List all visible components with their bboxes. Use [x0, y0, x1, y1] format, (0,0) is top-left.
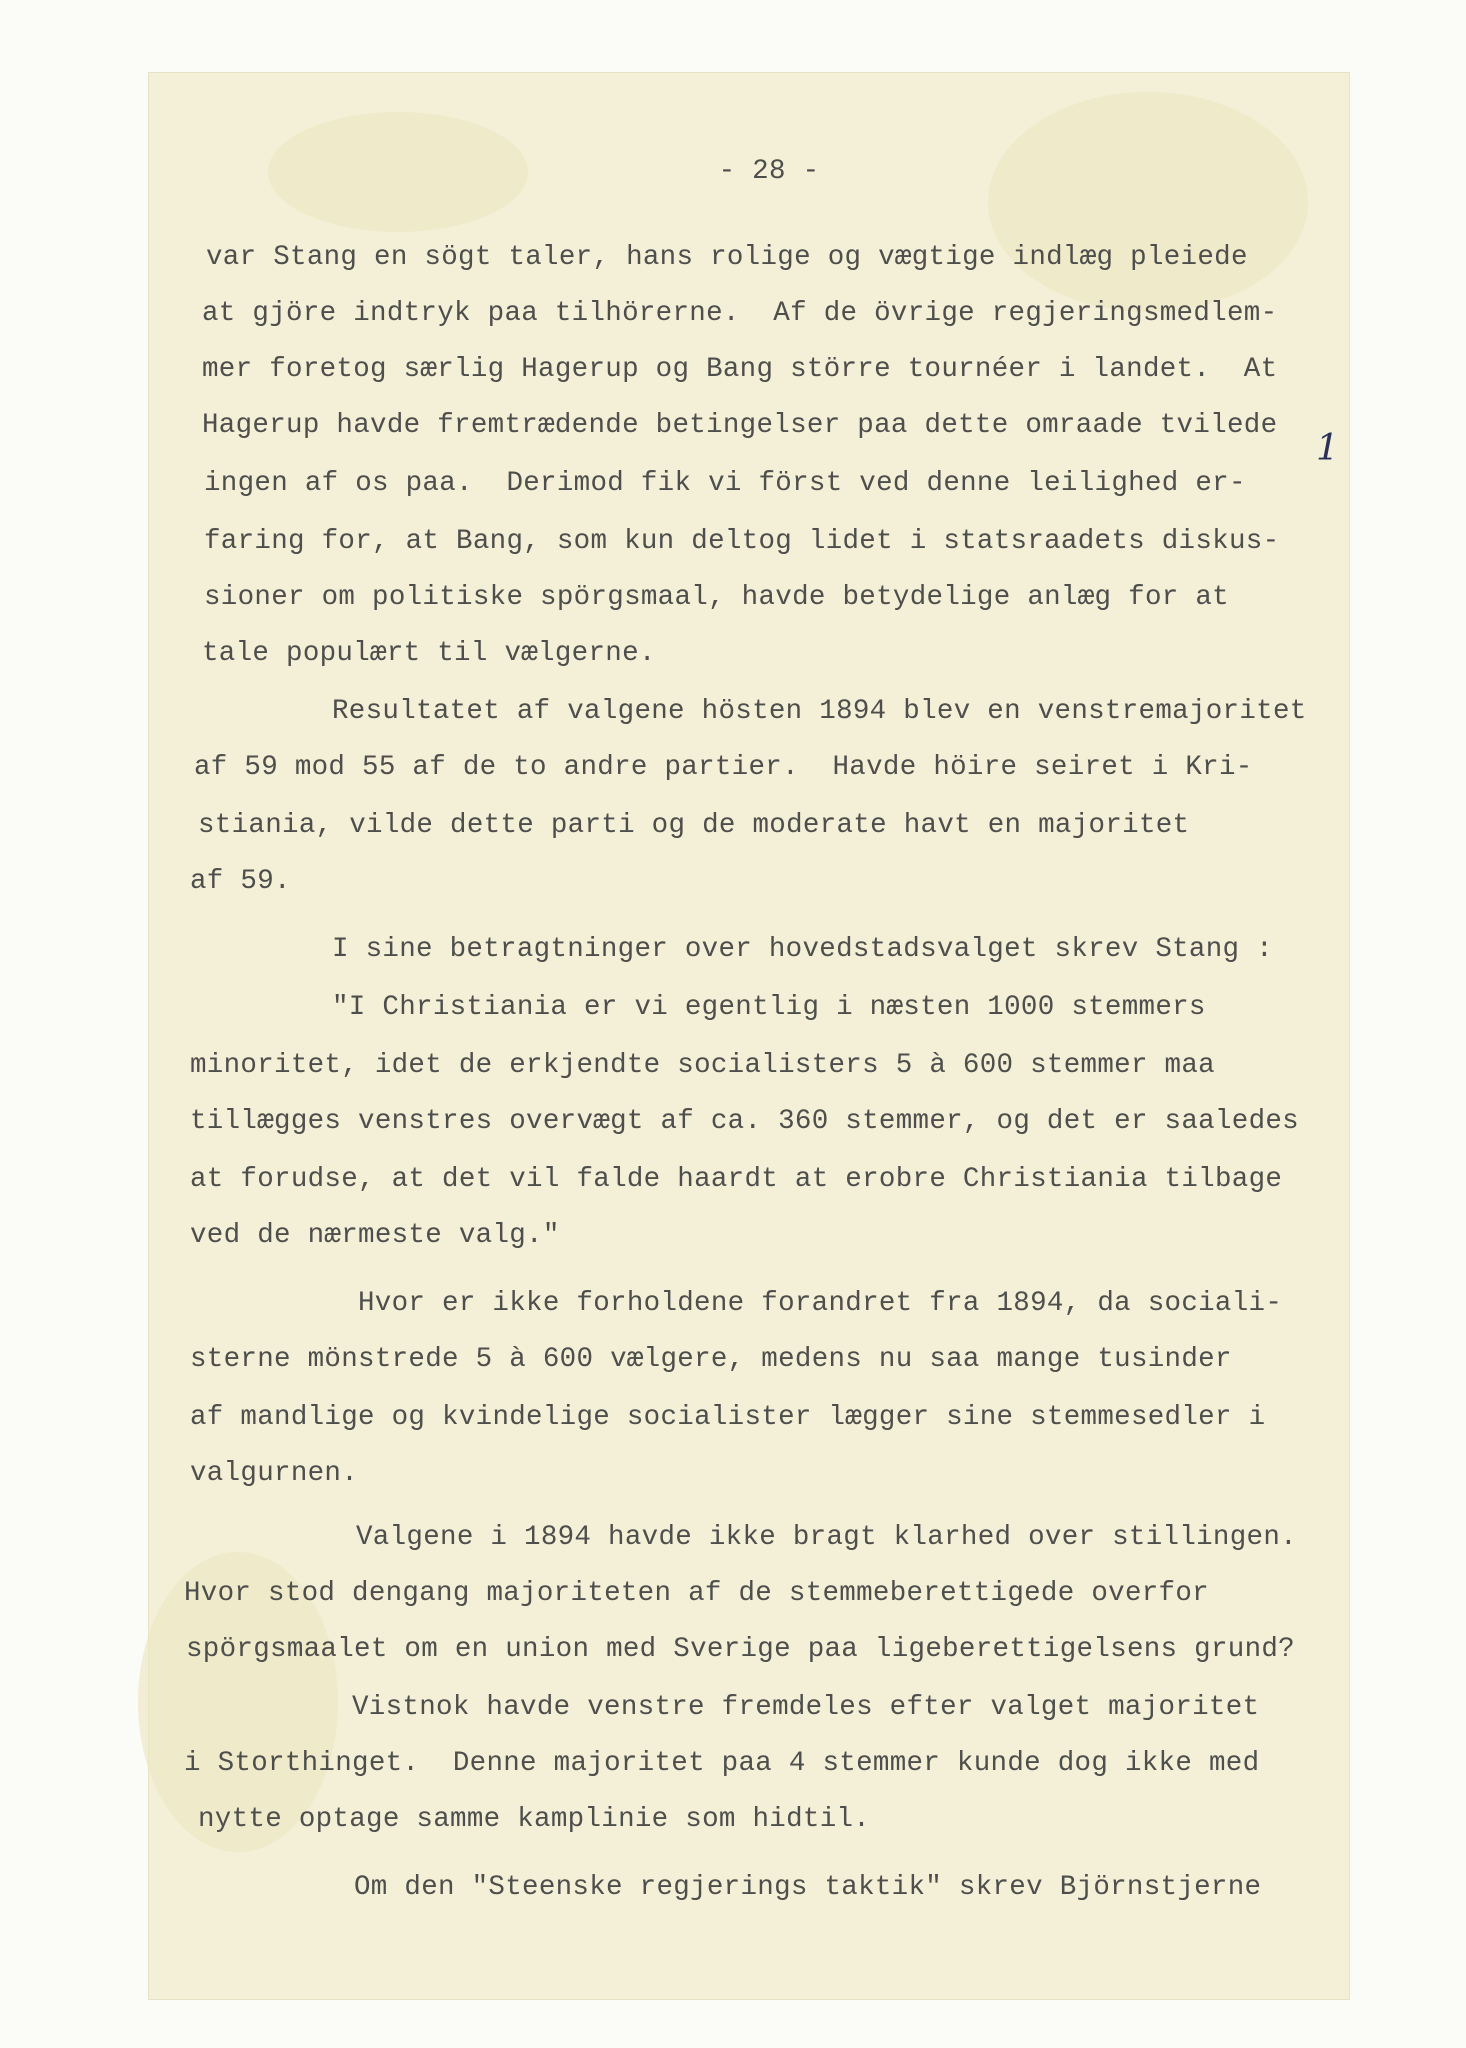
text-line: ved de nærmeste valg."	[190, 1220, 560, 1251]
text-line: i Storthinget. Denne majoritet paa 4 stemmer kunde dog ikke med	[184, 1748, 1260, 1779]
text-line: mer foretog særlig Hagerup og Bang större tournéer i landet. At	[202, 354, 1278, 385]
text-line: Resultatet af valgene hösten 1894 blev en venstremajoritet	[332, 696, 1307, 727]
text-line: Hvor stod dengang majoriteten af de stemmeberettigede overfor	[184, 1578, 1209, 1609]
text-line: tillægges venstres overvægt af ca. 360 stemmer, og det er saaledes	[190, 1106, 1299, 1137]
text-line: Hagerup havde fremtrædende betingelser paa dette omraade tvilede	[202, 410, 1278, 441]
text-line: ingen af os paa. Derimod fik vi först ved denne leilighed er-	[204, 468, 1246, 499]
text-line: spörgsmaalet om en union med Sverige paa ligeberettigelsens grund?	[186, 1634, 1295, 1665]
text-line: valgurnen.	[190, 1458, 359, 1489]
text-line: sterne mönstrede 5 à 600 vælgere, medens nu saa mange tusinder	[190, 1344, 1232, 1375]
text-line: Valgene i 1894 havde ikke bragt klarhed over stillingen.	[356, 1522, 1297, 1553]
text-line: nytte optage samme kamplinie som hidtil.	[198, 1804, 871, 1835]
text-line: var Stang en sögt taler, hans rolige og vægtige indlæg pleiede	[206, 242, 1248, 273]
text-line: Vistnok havde venstre fremdeles efter valget majoritet	[352, 1692, 1260, 1723]
text-line: faring for, at Bang, som kun deltog lidet i statsraadets diskus-	[204, 526, 1280, 557]
text-line: af mandlige og kvindelige socialister lægger sine stemmesedler i	[190, 1402, 1266, 1433]
typed-text-body	[148, 72, 1350, 2000]
text-line: tale populært til vælgerne.	[202, 638, 656, 669]
text-line: af 59 mod 55 af de to andre partier. Havde höire seiret i Kri-	[194, 752, 1253, 783]
text-line: sioner om politiske spörgsmaal, havde betydelige anlæg for at	[204, 582, 1229, 613]
document-sheet	[148, 72, 1350, 2000]
page-number: - 28 -	[718, 156, 820, 187]
text-line: Hvor er ikke forholdene forandret fra 1894, da sociali-	[358, 1288, 1283, 1319]
text-line: Om den "Steenske regjerings taktik" skrev Björnstjerne	[354, 1872, 1262, 1903]
text-line: af 59.	[190, 866, 291, 897]
handwritten-margin-mark: 1	[1316, 428, 1340, 469]
text-line: minoritet, idet de erkjendte socialisters 5 à 600 stemmer maa	[190, 1050, 1215, 1081]
text-line: at gjöre indtryk paa tilhörerne. Af de övrige regjeringsmedlem-	[202, 298, 1278, 329]
text-line: at forudse, at det vil falde haardt at erobre Christiania tilbage	[190, 1164, 1283, 1195]
text-line: "I Christiania er vi egentlig i næsten 1000 stemmers	[332, 992, 1206, 1023]
text-line: stiania, vilde dette parti og de moderate havt en majoritet	[198, 810, 1190, 841]
text-line: I sine betragtninger over hovedstadsvalget skrev Stang :	[332, 934, 1273, 965]
